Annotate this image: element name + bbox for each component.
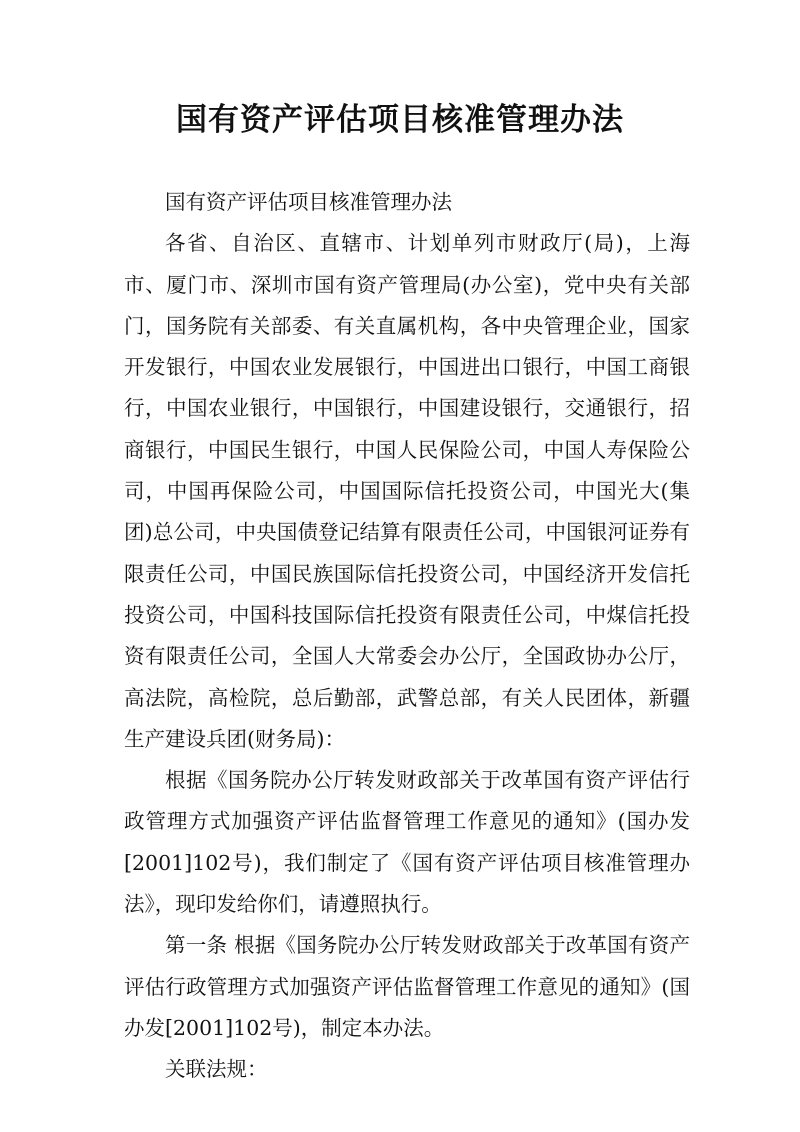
document-body [124, 182, 690, 1091]
paragraph-article-1: 第一条 根据《国务院办公厅转发财政部关于改革国有资产评估行政管理方式加强资产评估监督管理工作意见的通知》(国办发[2001]102号)，制定本办法。 [124, 933, 690, 1040]
paragraph-subtitle: 国有资产评估项目核准管理办法 [165, 190, 452, 214]
paragraph-notice: 根据《国务院办公厅转发财政部关于改革国有资产评估行政管理方式加强资产评估监督管理工作意见的通知》(国办发[2001]102号)，我们制定了《国有资产评估项目核准管理办法》，现印发给你们，请遵照执行。 [124, 768, 690, 917]
paragraph-addressees: 各省、自治区、直辖市、计划单列市财政厅(局)，上海市、厦门市、深圳市国有资产管理局(办公室)，党中央有关部门，国务院有关部委、有关直属机构，各中央管理企业，国家开发银行，中国农业发展银行，中国进出口银行，中国工商银行，中国农业银行，中国银行，中国建设银行，交通银行，招商银行，中国民生银行，中国人民保险公司，中国人寿保险公司，中国再保险公司，中国国际信托投资公司，中国光大(集团)总公司，中央国债登记结算有限责任公司，中国银河证券有限责任公司，中国民族国际信托投资公司，中国经济开发信托投资公司，中国科技国际信托投资有限责任公司，中煤信托投资有限责任公司，全国人大常委会办公厅，全国政协办公厅，高法院，高检院，总后勤部，武警总部，有关人民团体，新疆生产建设兵团(财务局)： [124, 231, 690, 751]
document-title: 国有资产评估项目核准管理办法 [176, 102, 624, 138]
paragraph-related-regulations: 关联法规： [165, 1057, 268, 1082]
